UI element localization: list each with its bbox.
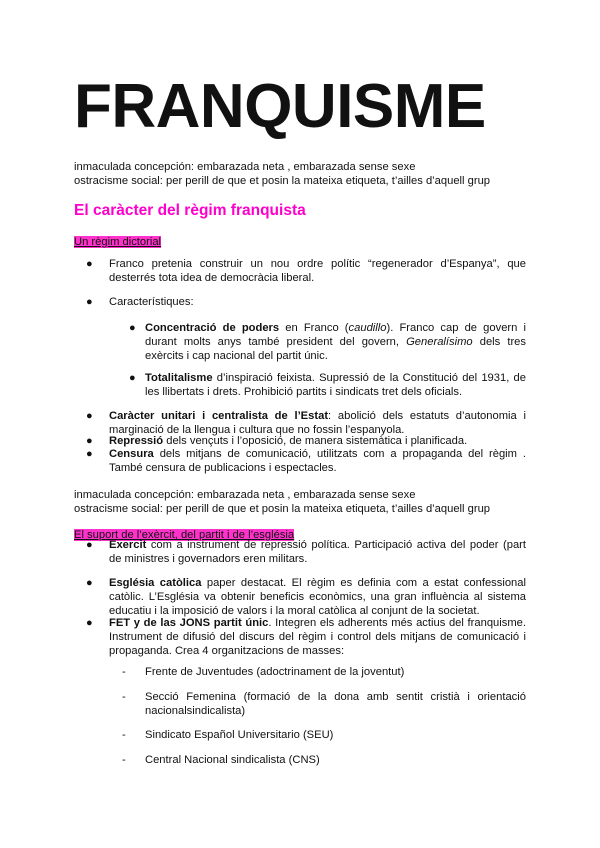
list-item: Central Nacional sindicalista (CNS) xyxy=(145,754,320,766)
bullet-icon: ● xyxy=(129,372,136,384)
highlighted-subheading: Un règim dictorial xyxy=(74,236,162,248)
item-text: en Franco ( xyxy=(279,322,349,334)
bullet-icon: ● xyxy=(86,577,93,589)
section-heading: El caràcter del règim franquista xyxy=(74,202,306,219)
item-text: dels tres exèrcits i cap nacional del partit únic. xyxy=(145,336,527,362)
item-text: . Integren els adherents més actius del franquisme. Instrument de difusió del discurs del règim i control dels mitjans de comunicació i propaganda. Crea 4 organitzacions de masses: xyxy=(109,617,527,657)
notes-block xyxy=(74,488,490,516)
item-bold: Exercit xyxy=(109,539,147,551)
dash-icon: - xyxy=(122,754,126,766)
note-line: inmaculada concepción: embarazada neta , embarazada sense sexe xyxy=(74,489,416,501)
bullet-icon: ● xyxy=(86,617,93,629)
list-item: Sindicato Español Universitario (SEU) xyxy=(145,729,334,741)
list-item xyxy=(109,447,526,475)
item-text: paper destacat. El règim es definia com a estat confessional catòlic. L’Església va obtenir beneficis econòmics, una gran influència al sistema educatiu i la imposició de valors i la moral catòlica al conjunt de la societat. xyxy=(109,577,526,617)
item-text: ). Franco cap de govern i durant molts anys també president del govern, xyxy=(145,322,526,348)
list-item xyxy=(145,321,526,363)
item-bold: Església catòlica xyxy=(109,577,202,589)
bullet-icon: ● xyxy=(86,435,93,447)
list-item: Característiques: xyxy=(109,296,194,308)
bullet-icon: ● xyxy=(86,448,93,460)
dash-icon: - xyxy=(122,691,126,703)
bullet-icon: ● xyxy=(86,258,93,270)
list-item xyxy=(109,576,526,618)
list-item: Frente de Juventudes (adoctrinament de la joventut) xyxy=(145,666,405,678)
note-line: ostracisme social: per perill de que et posin la mateixa etiqueta, t’ailles d’aquell grup xyxy=(74,503,491,515)
list-item xyxy=(109,616,526,658)
bullet-icon: ● xyxy=(86,296,93,308)
item-italic: caudillo xyxy=(348,322,387,334)
note-line: ostracisme social: per perill de que et posin la mateixa etiqueta, t’ailles d’aquell grup xyxy=(74,175,491,187)
item-bold: Censura xyxy=(109,448,154,460)
note-line: inmaculada concepción: embarazada neta , embarazada sense sexe xyxy=(74,161,416,173)
bullet-icon: ● xyxy=(129,322,136,334)
item-bold: Totalitalisme xyxy=(145,372,213,384)
item-text: com a instrument de repressió política. Participació activa del poder (part de ministres i governadors eren militars. xyxy=(109,539,526,565)
list-item xyxy=(145,371,526,399)
dash-icon: - xyxy=(122,666,126,678)
item-text: d’inspiració feixista. Supressió de la Constitució del 1931, de les llibertats i drets. Prohibició partits i sindicats tret dels oficials. xyxy=(145,372,526,398)
list-item xyxy=(109,434,526,448)
item-bold: Concentració de poders xyxy=(145,322,280,334)
item-text: : abolició dels estatuts d’autonomia i marginació de la llengua i cultura que no fossin l’espanyola. xyxy=(109,410,526,436)
page-title: FRANQUISME xyxy=(74,72,486,141)
dash-icon: - xyxy=(122,729,126,741)
item-bold: FET y de las JONS partit únic xyxy=(109,617,269,629)
notes-block xyxy=(74,160,490,188)
subheading xyxy=(74,232,161,250)
item-text: dels mitjans de comunicació, utilitzats com a propaganda del règim . També censura de publicacions i espectacles. xyxy=(109,448,526,474)
item-bold: Repressió xyxy=(109,435,164,447)
item-bold: Caràcter unitari i centralista de l’Estat xyxy=(109,410,329,422)
bullet-icon: ● xyxy=(86,539,93,551)
highlighted-subheading: El suport de l’exèrcit, del partit i de l’església xyxy=(74,529,295,541)
item-italic: Generalísimo xyxy=(406,336,473,348)
item-text: dels vençuts i l’oposició, de manera sistemàtica i planificada. xyxy=(163,435,468,447)
list-item: Secció Femenina (formació de la dona amb sentit cristià i orientació nacionalsindicalista) xyxy=(145,691,526,717)
list-item xyxy=(109,538,526,566)
list-item: Franco pretenia construir un nou ordre polític “regenerador d’Espanya”, que desterrés tota idea de democràcia liberal. xyxy=(109,258,526,284)
list-item xyxy=(109,409,526,437)
bullet-icon: ● xyxy=(86,410,93,422)
